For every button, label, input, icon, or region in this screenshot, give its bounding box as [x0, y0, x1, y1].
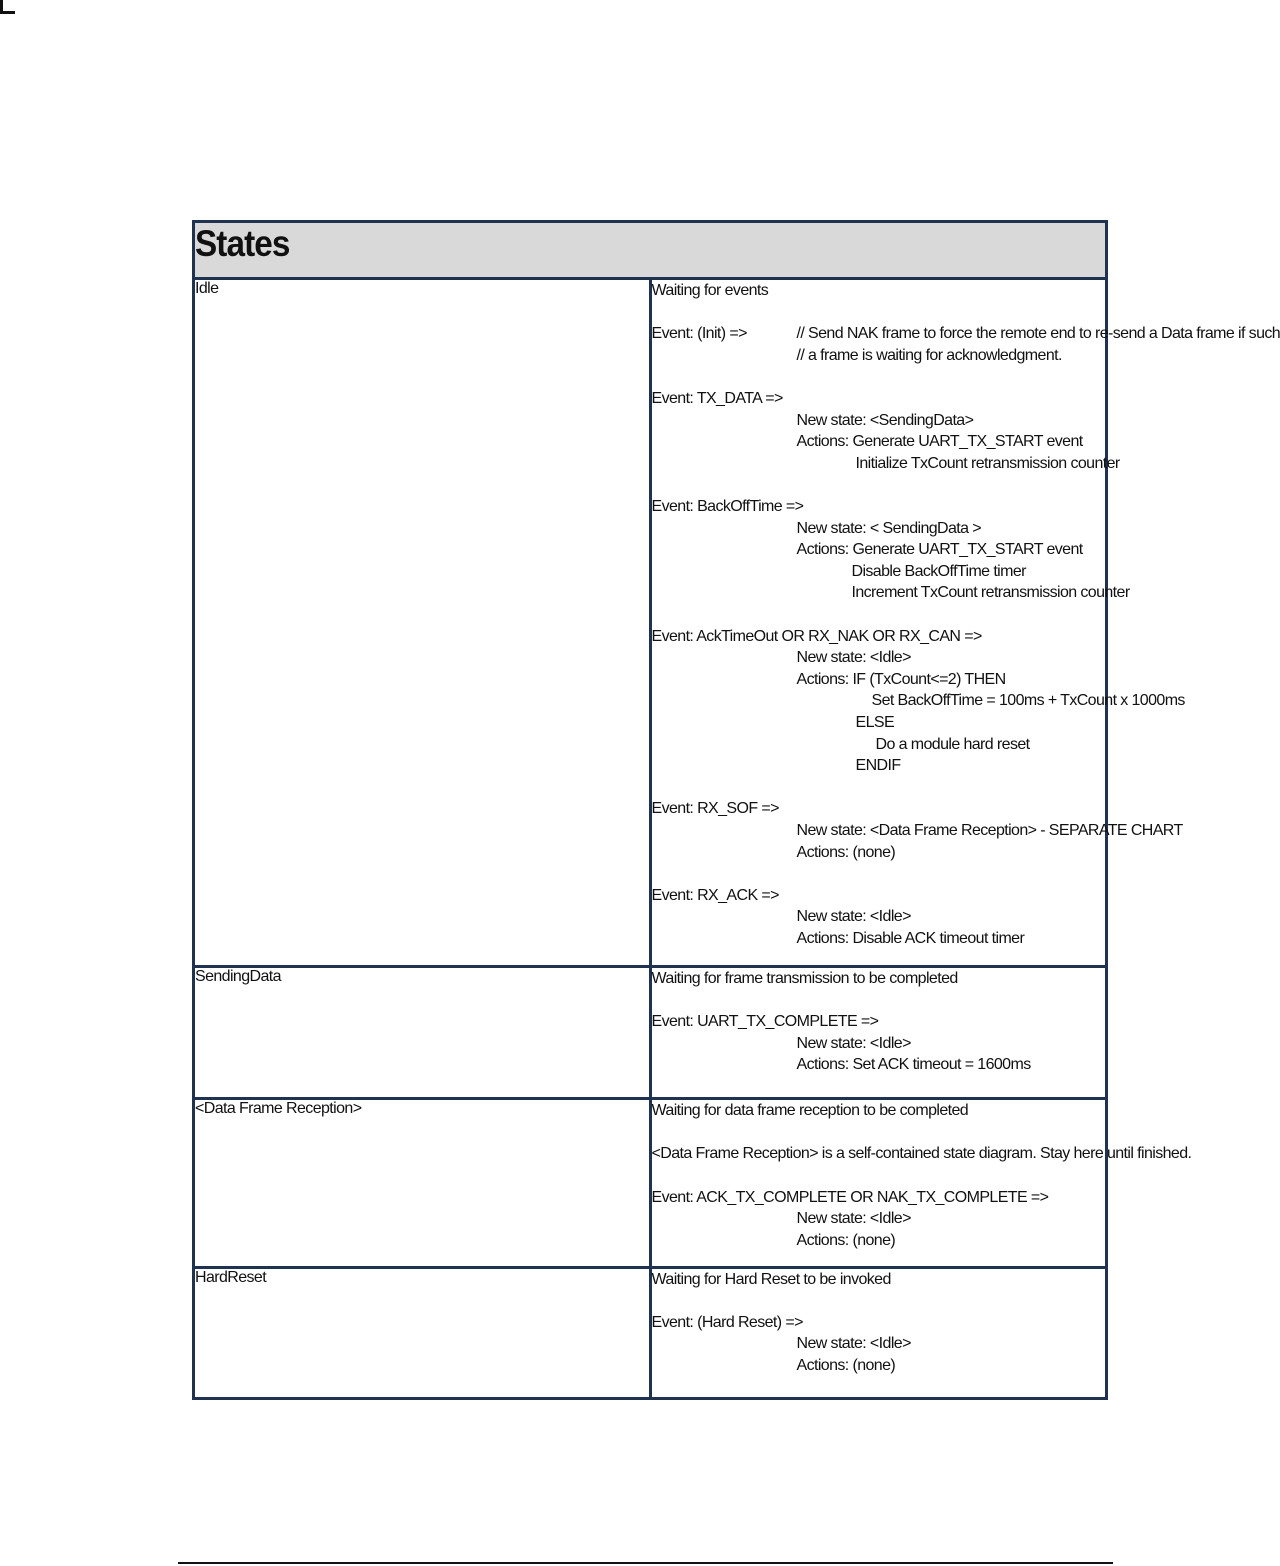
new-state-line: New state: <Idle>	[796, 908, 911, 926]
description-line: Waiting for data frame reception to be completed	[651, 1102, 969, 1120]
actions-line: Do a module hard reset	[875, 735, 1030, 753]
actions-line: Actions: Generate UART_TX_START event	[796, 541, 1083, 559]
state-name-hardreset: HardReset	[194, 1267, 651, 1398]
new-state-line: New state: <Data Frame Reception> - SEPARATE CHART	[796, 821, 1183, 839]
table-title: States	[194, 222, 1107, 279]
actions-line: Set BackOffTime = 100ms + TxCount x 1000ms	[871, 692, 1185, 710]
actions-line: Actions: IF (TxCount<=2) THEN	[796, 670, 1006, 688]
comment-line: // a frame is waiting for acknowledgment.	[796, 346, 1062, 364]
event-line: Event: ACK_TX_COMPLETE OR NAK_TX_COMPLETE =>	[651, 1188, 1049, 1206]
actions-line: Actions: (none)	[796, 1231, 896, 1249]
description-line: Waiting for frame transmission to be completed	[651, 969, 958, 987]
table-row	[194, 966, 1107, 1098]
event-line: Event: BackOffTime =>	[651, 498, 804, 516]
corner-crop-mark	[0, 0, 16, 16]
state-description-hardreset	[650, 1267, 1107, 1398]
state-description-sendingdata	[650, 966, 1107, 1098]
actions-line: ENDIF	[855, 757, 901, 775]
actions-line: Actions: Generate UART_TX_START event	[796, 433, 1083, 451]
event-line: Event: TX_DATA =>	[651, 390, 783, 408]
event-line: Event: UART_TX_COMPLETE =>	[651, 1013, 879, 1031]
state-name-sendingdata: SendingData	[194, 966, 651, 1098]
actions-line: Initialize TxCount retransmission counter	[855, 454, 1120, 472]
state-name-data-frame-reception: <Data Frame Reception>	[194, 1099, 651, 1267]
states-table	[192, 220, 1280, 1400]
actions-line: Actions: (none)	[796, 843, 896, 861]
new-state-line: New state: <Idle>	[796, 649, 911, 667]
actions-line: ELSE	[855, 714, 895, 732]
new-state-line: New state: < SendingData >	[796, 519, 982, 537]
state-description-idle	[650, 279, 1280, 967]
event-line: Event: (Hard Reset) =>	[651, 1313, 803, 1331]
actions-line: Disable BackOffTime timer	[851, 562, 1026, 580]
new-state-line: New state: <Idle>	[796, 1034, 911, 1052]
new-state-line: New state: <Idle>	[796, 1335, 911, 1353]
event-line: Event: (Init) => // Send NAK frame to force the remote end to re-send a Data frame if such	[651, 325, 1280, 343]
description-line: Waiting for events	[651, 282, 769, 300]
state-name-idle: Idle	[194, 279, 651, 967]
actions-line: Actions: Disable ACK timeout timer	[796, 929, 1025, 947]
new-state-line: New state: <SendingData>	[796, 411, 974, 429]
event-line: Event: AckTimeOut OR RX_NAK OR RX_CAN =>	[651, 627, 982, 645]
description-line: <Data Frame Reception> is a self-contained state diagram. Stay here until finished.	[651, 1145, 1192, 1163]
event-line: Event: RX_ACK =>	[651, 886, 779, 904]
footer-rule	[178, 1562, 1113, 1564]
actions-line: Actions: Set ACK timeout = 1600ms	[796, 1056, 1031, 1074]
actions-line: Increment TxCount retransmission counter	[851, 584, 1130, 602]
table-row	[194, 1099, 1107, 1267]
actions-line: Actions: (none)	[796, 1357, 896, 1375]
state-description-data-frame-reception	[650, 1099, 1192, 1267]
table-row	[194, 1267, 1107, 1398]
event-line: Event: RX_SOF =>	[651, 800, 779, 818]
table-row	[194, 279, 1107, 967]
new-state-line: New state: <Idle>	[796, 1210, 911, 1228]
description-line: Waiting for Hard Reset to be invoked	[651, 1270, 891, 1288]
